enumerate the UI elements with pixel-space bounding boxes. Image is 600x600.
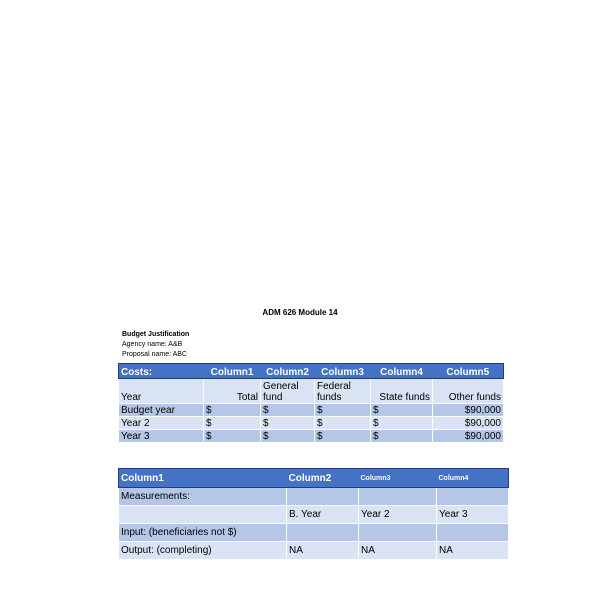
- measurements-cell: NA: [287, 542, 359, 560]
- document-title: ADM 626 Module 14: [262, 308, 338, 317]
- measurements-cell: NA: [437, 542, 509, 560]
- measurements-cell: [287, 488, 359, 506]
- measurements-cell: Measurements:: [119, 488, 287, 506]
- costs-table-row: [119, 430, 504, 443]
- costs-subheader-cell: Federal funds: [315, 379, 371, 404]
- costs-header-cell: Costs:: [119, 364, 204, 379]
- measurements-header-row: [119, 469, 509, 488]
- costs-cell: Budget year: [119, 404, 204, 417]
- costs-cell: $: [204, 430, 261, 443]
- costs-cell: $: [315, 404, 371, 417]
- costs-cell: $: [371, 404, 433, 417]
- costs-cell: $: [315, 417, 371, 430]
- costs-cell: $90,000: [433, 404, 504, 417]
- costs-table: [118, 363, 504, 443]
- costs-cell: $: [261, 417, 315, 430]
- costs-cell: $90,000: [433, 417, 504, 430]
- measurements-header-cell: Column2: [287, 469, 359, 488]
- costs-cell: $: [204, 417, 261, 430]
- costs-cell: Year 2: [119, 417, 204, 430]
- costs-header-cell: Column4: [371, 364, 433, 379]
- section-heading: Budget Justification: [122, 331, 190, 338]
- costs-cell: $: [371, 430, 433, 443]
- costs-table-row: [119, 417, 504, 430]
- costs-table-row: [119, 404, 504, 417]
- measurements-header-cell: Column4: [437, 469, 509, 488]
- measurements-header-cell: Column1: [119, 469, 287, 488]
- measurements-cell: [437, 524, 509, 542]
- measurements-cell: [359, 524, 437, 542]
- measurements-table-row: [119, 506, 509, 524]
- measurements-table-row: [119, 524, 509, 542]
- costs-cell: $90,000: [433, 430, 504, 443]
- costs-subheader-cell: Year: [119, 379, 204, 404]
- measurements-table-row: [119, 542, 509, 560]
- measurements-cell: Input: (beneficiaries not $): [119, 524, 287, 542]
- costs-subheader-row: [119, 379, 504, 404]
- costs-subheader-cell: State funds: [371, 379, 433, 404]
- measurements-cell: [119, 506, 287, 524]
- costs-cell: $: [204, 404, 261, 417]
- proposal-name-line: Proposal name: ABC: [122, 351, 187, 358]
- measurements-table-row: [119, 488, 509, 506]
- measurements-cell: B. Year: [287, 506, 359, 524]
- measurements-cell: Year 3: [437, 506, 509, 524]
- measurements-cell: NA: [359, 542, 437, 560]
- measurements-header-cell: Column3: [359, 469, 437, 488]
- costs-cell: Year 3: [119, 430, 204, 443]
- costs-header-row: [119, 364, 504, 379]
- measurements-cell: [287, 524, 359, 542]
- costs-header-cell: Column5: [433, 364, 504, 379]
- measurements-table: [118, 468, 509, 560]
- costs-subheader-cell: Total: [204, 379, 261, 404]
- costs-cell: $: [261, 404, 315, 417]
- costs-subheader-cell: General fund: [261, 379, 315, 404]
- costs-cell: $: [371, 417, 433, 430]
- costs-header-cell: Column2: [261, 364, 315, 379]
- measurements-cell: [437, 488, 509, 506]
- costs-cell: $: [261, 430, 315, 443]
- measurements-cell: Year 2: [359, 506, 437, 524]
- agency-name-line: Agency name: A&B: [122, 341, 183, 348]
- measurements-cell: [359, 488, 437, 506]
- measurements-cell: Output: (completing): [119, 542, 287, 560]
- costs-subheader-cell: Other funds: [433, 379, 504, 404]
- costs-cell: $: [315, 430, 371, 443]
- costs-header-cell: Column3: [315, 364, 371, 379]
- costs-header-cell: Column1: [204, 364, 261, 379]
- document-heading-block: [122, 330, 189, 360]
